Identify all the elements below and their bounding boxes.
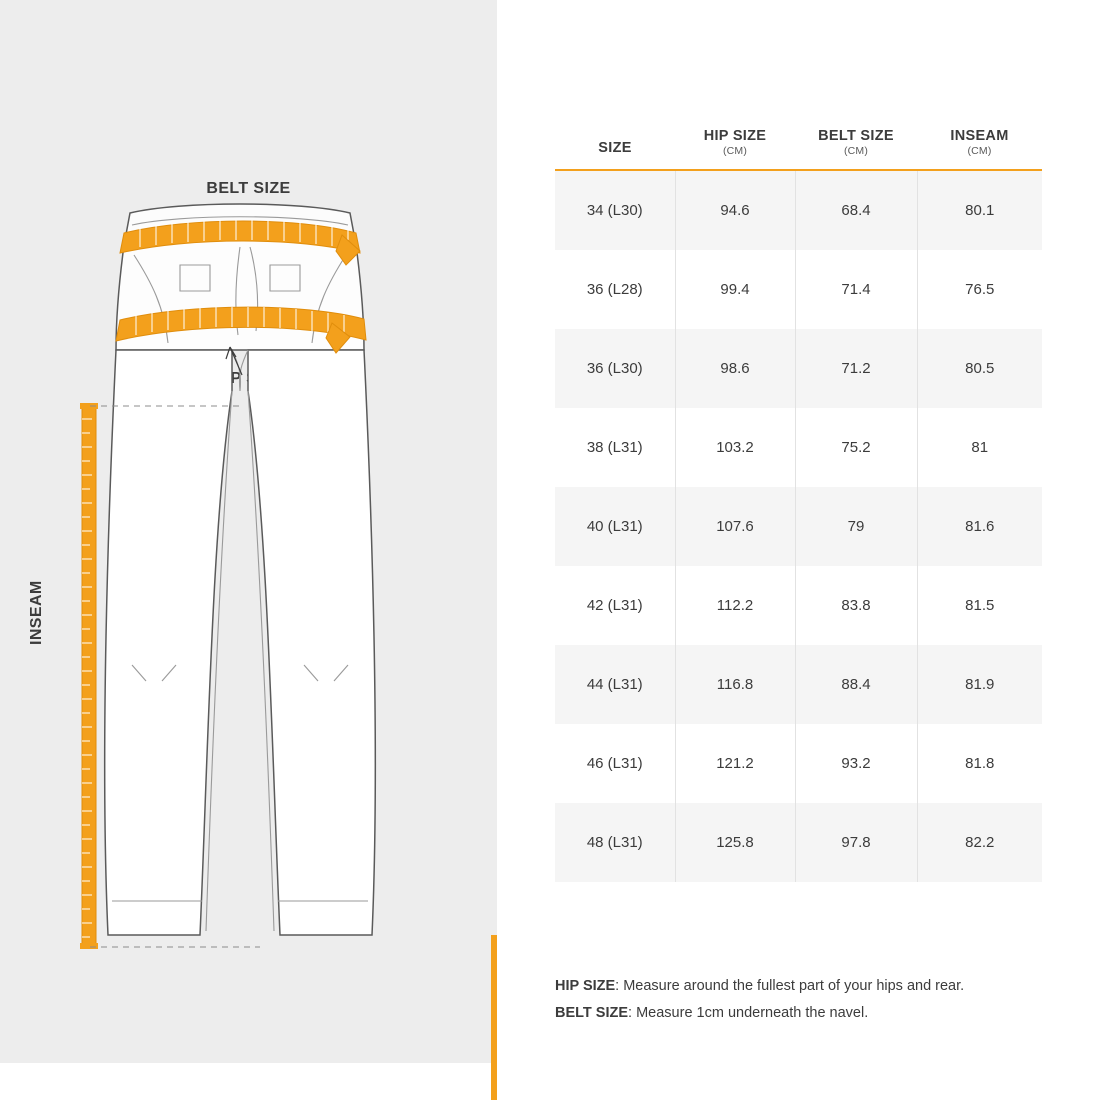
cell-hip: 125.8	[675, 803, 795, 882]
cell-belt: 97.8	[795, 803, 917, 882]
table-row	[555, 566, 1042, 645]
cell-hip: 116.8	[675, 645, 795, 724]
cell-inseam: 80.1	[917, 170, 1042, 250]
inseam-ruler-icon	[80, 403, 98, 949]
cell-hip: 99.4	[675, 250, 795, 329]
column-header-size: SIZE	[598, 140, 632, 156]
cell-belt: 88.4	[795, 645, 917, 724]
cell-belt: 83.8	[795, 566, 917, 645]
cell-belt: 79	[795, 487, 917, 566]
column-header-belt-size: BELT SIZE (CM)	[795, 128, 917, 170]
cell-hip: 121.2	[675, 724, 795, 803]
table-row	[555, 645, 1042, 724]
cell-hip: 94.6	[675, 170, 795, 250]
note-hip-size	[555, 973, 1075, 1000]
table-header-row	[555, 128, 1042, 170]
cell-size: 36 (L30)	[555, 329, 675, 408]
cell-size: 38 (L31)	[555, 408, 675, 487]
cell-belt: 68.4	[795, 170, 917, 250]
note-text-belt: : Measure 1cm underneath the navel.	[628, 1004, 869, 1021]
cell-inseam: 81	[971, 439, 989, 456]
table-row	[555, 487, 1042, 566]
cell-inseam: 80.5	[917, 329, 1042, 408]
column-unit-belt-size: (CM)	[843, 145, 869, 157]
table-row	[555, 408, 1042, 487]
column-unit-inseam: (CM)	[967, 145, 992, 157]
cell-belt: 93.2	[795, 724, 917, 803]
cell-size: 44 (L31)	[555, 645, 675, 724]
cell-belt: 71.4	[795, 250, 917, 329]
cell-inseam: 82.2	[917, 803, 1042, 882]
cell-inseam: 81.6	[917, 487, 1042, 566]
note-text-hip: : Measure around the fullest part of your hips and rear.	[615, 978, 965, 994]
cell-hip: 112.2	[675, 566, 795, 645]
note-term-hip: HIP SIZE	[555, 978, 616, 994]
note-belt-size	[555, 1000, 1075, 1027]
note-term-belt: BELT SIZE	[555, 1004, 629, 1021]
cell-size: 40 (L31)	[555, 487, 675, 566]
measurement-notes	[555, 973, 1075, 1027]
cell-size: 48 (L31)	[555, 803, 675, 882]
cell-size: 46 (L31)	[555, 724, 675, 803]
cell-size: 34 (L30)	[555, 170, 675, 250]
belt-size-label: BELT SIZE	[206, 180, 291, 197]
table-row	[555, 724, 1042, 803]
table-row	[555, 803, 1042, 882]
table-row	[555, 250, 1042, 329]
inseam-label: INSEAM	[28, 580, 45, 645]
cell-size: 42 (L31)	[555, 566, 675, 645]
column-unit-hip-size: (CM)	[722, 145, 748, 157]
cell-inseam: 81.5	[965, 597, 995, 614]
cell-belt: 71.2	[795, 329, 917, 408]
size-table	[555, 128, 1042, 882]
cell-size: 36 (L28)	[555, 250, 675, 329]
illustration-panel	[0, 0, 497, 1063]
cell-inseam: 81.9	[917, 645, 1042, 724]
cell-inseam: 76.5	[965, 281, 995, 298]
cell-hip: 103.2	[675, 408, 795, 487]
cell-belt: 75.2	[795, 408, 917, 487]
cell-hip: 107.6	[675, 487, 795, 566]
trousers-illustration	[60, 195, 460, 990]
column-header-inseam: INSEAM (CM)	[917, 128, 1042, 170]
table-row	[555, 329, 1042, 408]
column-header-hip-size: HIP SIZE (CM)	[675, 128, 795, 170]
cell-hip: 98.6	[675, 329, 795, 408]
cell-inseam: 81.8	[965, 755, 995, 772]
measurements-panel	[497, 0, 1100, 1100]
table-row	[555, 170, 1042, 250]
